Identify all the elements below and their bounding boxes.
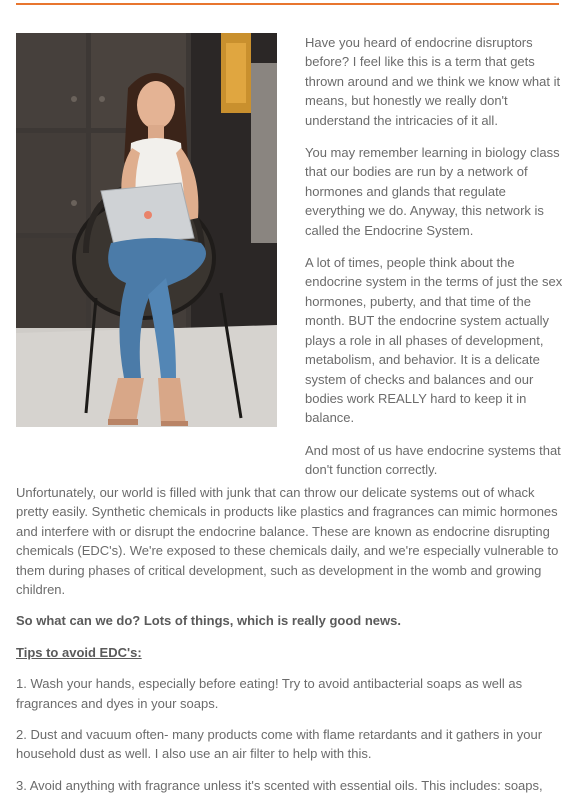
article-photo (16, 33, 277, 427)
tip-item: 1. Wash your hands, especially before eating! Try to avoid antibacterial soaps as well as fragrances and dyes in your soaps. (16, 676, 523, 711)
intro-paragraph: And most of us have endocrine systems that don't function correctly. (305, 442, 561, 478)
intro-paragraph: You may remember learning in biology class that our bodies are run by a network of hormones and glands that regulate everything we do. Anyway, this network is called the Endocrine System. (305, 145, 560, 238)
intro-column (305, 33, 563, 493)
top-divider (16, 3, 559, 5)
tip-item: 3. Avoid anything with fragrance unless it's scented with essential oils. This includes: soaps, (16, 777, 543, 793)
intro-paragraph: A lot of times, people think about the endocrine system in the terms of just the sex hormones, puberty, and that time of the month. BUT the endocrine system actually plays a role in all phases of development, metabolism, and behavior. It is a delicate system of checks and balances and our bodies work REALLY hard to keep it in balance. (305, 255, 563, 426)
tip-item: 2. Dust and vacuum often- many products come with flame retardants and it gathers in your household dust as well. I also use an air filter to help with this. (16, 727, 543, 762)
intro-paragraph: Have you heard of endocrine disruptors before? I feel like this is a term that gets thrown around and we think we know what it means, but honestly we really don't understand the intricacies of it all. (305, 35, 561, 128)
woman-with-laptop-photo (16, 33, 277, 427)
bold-statement: So what can we do? Lots of things, which is really good news. (16, 613, 401, 629)
article-body (16, 483, 568, 807)
tips-heading: Tips to avoid EDC's: (16, 644, 142, 660)
body-paragraph: Unfortunately, our world is filled with junk that can throw our delicate systems out of whack pretty easily. Synthetic chemicals in products like plastics and fragrances can mimic hormones and interfere with or disrupt the endocrine balance. These are known as endocrine disrupting chemicals (EDC's). We're exposed to these chemicals daily, and we're especially vulnerable to them during phases of critical development, such as development in the womb and growing children. (16, 485, 559, 598)
